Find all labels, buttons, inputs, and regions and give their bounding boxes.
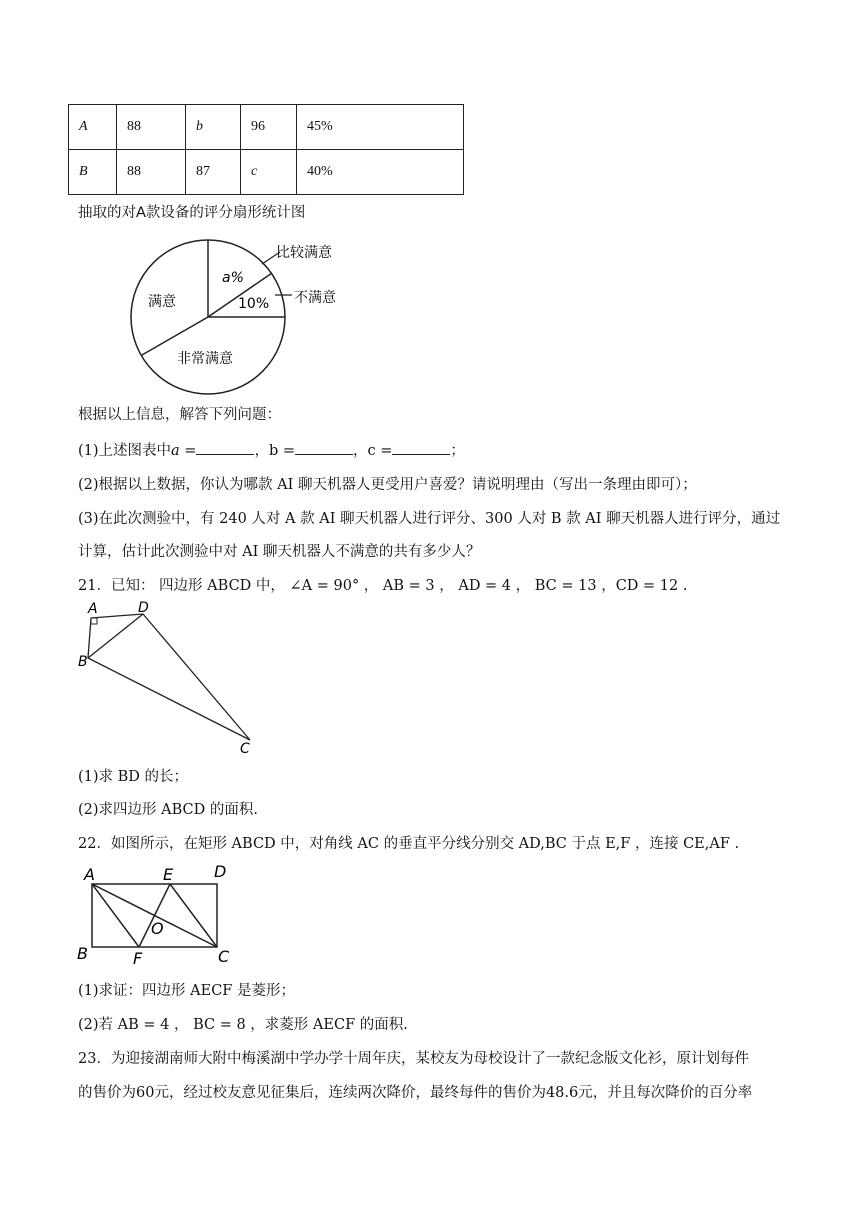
label-very-satisfied: 非常满意 [177,351,233,367]
q22-part1: (1)求证：四边形 AECF 是菱形； [78,983,295,999]
point-c: C [240,741,250,757]
var-c: ，c = [353,443,393,459]
var-a: a = [171,443,197,459]
table-cell: 88 [117,105,186,150]
table-cell: A [69,105,117,150]
table-cell: B [69,150,117,195]
label-unsatisfied: 不满意 [294,290,336,306]
line-af [92,884,139,947]
diagonal-bd [88,614,143,658]
var-b: ，b = [254,443,295,459]
table-cell: 96 [241,105,297,150]
point-a: A [88,601,98,617]
q21-stem: 21．已知： 四边形 ABCD 中， ∠A = 90° ， AB = 3 ， AD = 4 ， BC = 13 ，CD = 12 . [78,578,688,594]
pie-divider [142,317,208,355]
q23-line2: 的售价为60元，经过校友意见征集后，连续两次降价，最终每件的售价为48.6元，并且每次降价的百分率 [78,1085,753,1101]
score-table [68,104,464,195]
point-e: E [163,865,174,884]
point-b: B [77,944,88,963]
table-row [69,150,464,195]
label-a-percent: a% [222,270,244,286]
line-ce [170,884,217,947]
q22-figure [74,860,244,970]
q20-part1-text: (1)上述图表中 [78,443,172,459]
q21-part2: (2)求四边形 ABCD 的面积. [78,802,258,818]
right-angle-mark [91,618,97,624]
q20-part1-end: ； [450,443,465,459]
table-cell: b [186,105,241,150]
q20-intro: 根据以上信息，解答下列问题： [78,407,281,423]
quad-abcd [88,614,250,740]
table-cell: 88 [117,150,186,195]
point-d: D [214,862,227,881]
blank-b [295,440,353,455]
table-cell: c [241,150,297,195]
label-ten-percent: 10% [238,296,270,312]
point-f: F [133,949,143,968]
blank-c [392,440,450,455]
point-d: D [138,600,149,616]
point-b: B [78,654,88,670]
pie-title: 抽取的对A款设备的评分扇形统计图 [78,205,306,221]
q23-line1: 23．为迎接湖南师大附中梅溪湖中学办学十周年庆，某校友为母校设计了一款纪念版文化衫，原计划每件 [78,1051,749,1067]
blank-a [196,440,254,455]
q20-part3b: 计算，估计此次测验中对 AI 聊天机器人不满意的共有多少人？ [78,544,481,560]
q21-part1: (1)求 BD 的长； [78,769,189,785]
q22-stem: 22．如图所示，在矩形 ABCD 中，对角线 AC 的垂直平分线分别交 AD,BC 于点 E,F ，连接 CE,AF . [78,836,740,852]
q20-part1 [78,440,465,461]
table-cell: 87 [186,150,241,195]
q20-part3a: (3)在此次测验中，有 240 人对 A 款 AI 聊天机器人进行评分、300 人对 B 款 AI 聊天机器人进行评分，通过 [78,511,781,527]
label-satisfied: 满意 [148,294,176,310]
q22-part2: (2)若 AB = 4 ， BC = 8 ，求菱形 AECF 的面积. [78,1017,408,1033]
point-c: C [218,947,230,966]
label-fairly-satisfied: 比较满意 [276,245,332,261]
table-cell: 40% [297,150,464,195]
point-o: O [151,919,164,938]
q20-part2: (2)根据以上数据，你认为哪款 AI 聊天机器人更受用户喜爱？请说明理由（写出一条理由即可）； [78,477,697,493]
q21-figure [72,598,272,758]
point-a: A [84,865,95,884]
pie-chart [120,230,360,400]
table-row [69,105,464,150]
table-cell: 45% [297,105,464,150]
